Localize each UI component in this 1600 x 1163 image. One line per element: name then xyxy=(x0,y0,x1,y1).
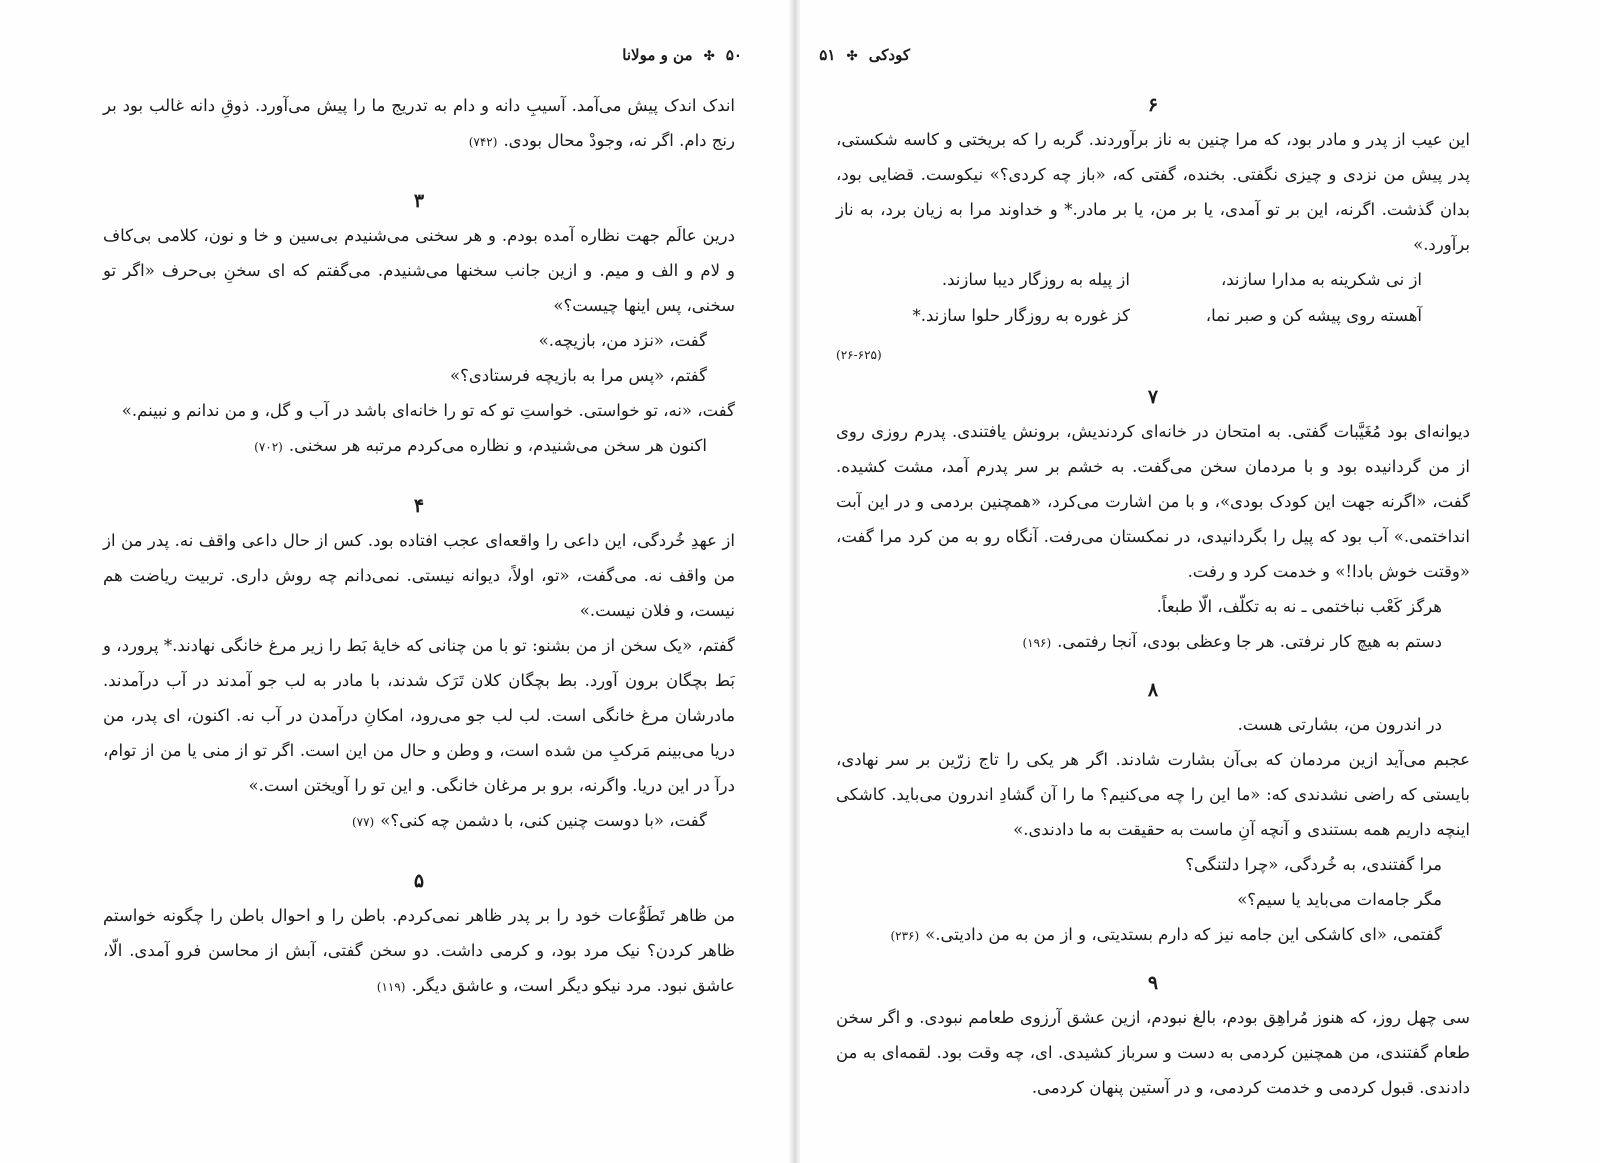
citation-ref: (۱۹۶) xyxy=(1022,636,1052,650)
right-page xyxy=(800,0,1600,1163)
paragraph: گفت، «نزد من، بازیچه.» xyxy=(538,331,707,350)
poem-line xyxy=(836,298,1470,334)
paragraph: مرا گفتندی، به خُردگی، «چرا دلتنگی؟ xyxy=(1185,855,1442,874)
citation-ref: (۷۰۲) xyxy=(254,440,283,454)
paragraph: سی چهل روز، که هنوز مُراهِق بودم، بالغ نبودم، ازین عشق آرزوی طعامم نبودی. و اگر سخن طعام گفتندی، من همچنین کردمی به دست و سرباز کشیدی. ای، چه وقت بود. لقمه‌ای به من دادندی. قبول کردمی و خدمت کردمی، و در آستین پنهان کردمی. xyxy=(836,1008,1470,1097)
citation-ref: (۲۳۶) xyxy=(890,929,920,943)
paragraph: مگر جامه‌ات می‌باید یا سیم؟» xyxy=(1237,890,1442,909)
paragraph: در اندرون من، بشارتی هست. xyxy=(1237,715,1442,734)
paragraph: درین عالَم جهت نظاره آمده بودم. و هر سخنی می‌شنیدم بی‌سین و خا و نون، کلامی بی‌کاف و لام و الف و میم. و ازین جانب سخنها می‌شنیدم. می‌گفتم که ای سخنِ بی‌حرف «اگر تو سخنی، پس اینها چیست؟» xyxy=(103,226,735,315)
paragraph: گفتمی، «ای کاشکی این جامه نیز که دارم بستدیتی، و از من به من دادیتی.»(۲۳۶) xyxy=(890,925,1442,944)
paragraph: دیوانه‌ای بود مُغَیَّبات گفتی. به امتحان در خانه‌ای کردندیش، برونش یافتندی. پدرم روزی روی از من گردانیده بود و با مردمان سخن می‌گفت. به خشم بر سر پدرم آمد، مشت کشیده. گفت، «اگرنه جهت این کودک بودی»، و با من اشارت می‌کرد، «همچنین بردمی و در این آبت انداختمی.» آب بود که پیل را بگردانیدی، در نمکستان می‌رفت. آنگاه رو به من کرد مرا گفت، «وقتت خوش بادا!» و خدمت کرد و رفت. xyxy=(836,422,1470,581)
section-number: ۷ xyxy=(1147,386,1159,408)
section-number: ۴ xyxy=(413,495,425,517)
left-page xyxy=(0,0,790,1163)
poem-line xyxy=(836,262,1470,298)
citation-ref: (۷۴۲) xyxy=(468,135,498,149)
right-page-body xyxy=(836,88,1470,1105)
left-page-body xyxy=(103,88,735,1005)
left-page-header xyxy=(622,46,742,64)
ornament-icon: ✣ xyxy=(703,49,715,64)
section-number: ۹ xyxy=(1147,972,1159,994)
paragraph: از عهدِ خُردگی، این داعی را واقعه‌ای عجب افتاده بود. کس از حال داعی واقف نه. پدر من از من واقف نه. می‌گفت، «تو، اولاً، دیوانه نیستی. نمی‌دانم چه روش داری. تربیت ریاضت هم نیست، و فلان نیست.» xyxy=(103,531,735,620)
paragraph: گفت، «نه، تو خواستی. خواستِ تو که تو را خانه‌ای باشد در آب و گل، و من ندانم و نبینم.» xyxy=(121,401,735,420)
paragraph: من ظاهر تَطَوُّعات خود را بر پدر ظاهر نمی‌کردم. باطن را و احوال باطن را چگونه خواستم ظاهر کردن؟ نیک مرد بود، و کرمی داشت. دو سخن گفتی، آبش از محاسن فرو آمدی. الّا، عاشق نبود. مرد نیکو دیگر است، و عاشق دیگر.(۱۱۹) xyxy=(103,906,735,995)
paragraph: این عیب از پدر و مادر بود، که مرا چنین به ناز برآوردند. گربه را که بریختی و کاسه شکستی، پدر پیش من نزدی و چیزی نگفتی. بخنده، گفتی که، «باز چه کردی؟» نیکوست. قضایی بود، بدان گذشت. اگرنه، این بر تو آمدی، یا بر من، یا بر مادر.* و خداوند مرا به زیان برد، به ناز برآورد.» xyxy=(836,130,1470,254)
paragraph: دستم به هیچ کار نرفتی. هر جا وعظی بودی، آنجا رفتمی.(۱۹۶) xyxy=(1022,632,1442,651)
hemistich: آهسته روی پیشه کن و صبر نما، xyxy=(1205,306,1422,325)
paragraph: هرگز کَعْب نباختمی ـ نه به تکلّف، الّا طبعاً. xyxy=(1156,597,1442,616)
paragraph: گفت، «با دوست چنین کنی، با دشمن چه کنی؟»(۷۷) xyxy=(351,811,707,830)
poem xyxy=(836,262,1470,342)
page-number: ۵۰ xyxy=(725,46,742,64)
page-number: ۵۱ xyxy=(819,46,836,64)
section-number: ۸ xyxy=(1147,679,1159,701)
hemistich: کز غوره به روزگار حلوا سازند.* xyxy=(912,306,1130,325)
paragraph: عجبم می‌آید ازین مردمان که بی‌آن بشارت شادند. اگر هر یکی را تاج زرّین بر سر نهادی، بایستی که راضی نشدندی که: «ما این را چه می‌کنیم؟ ما را آن گشادِ اندرون می‌باید. کاشکی اینچه داریم همه بستندی و آنچه آنِ ماست به حقیقت به ما دادندی.» xyxy=(836,750,1470,839)
running-title: کودکی xyxy=(868,46,910,64)
citation-ref: (۷۷) xyxy=(351,815,375,829)
citation-ref: (۱۱۹) xyxy=(376,980,406,994)
ornament-icon: ✣ xyxy=(846,49,858,64)
section-number: ۵ xyxy=(413,870,425,892)
paragraph: گفتم، «یک سخن از من بشنو: تو با من چنانی که خایهٔ بَط را زیر مرغ خانگی نهادند.* پرورد، و بَط بچگان برون آورد. بط بچگان کلان تَرَک شدند، با مادر به لب جو آمدند در آب درآمدند. مادرشان مرغ خانگی است. لب لب جو می‌رود، امکانِ درآمدن در آب نه. اکنون، ای پدر، من دریا می‌بینم مَرکبِ من شده است، و وطن و حال من این است. اگر تو از منی یا من از توام، درآ در این دریا. واگرنه، برو بر مرغان خانگی. و این تو را آویختن است.» xyxy=(103,636,735,795)
right-page-header xyxy=(819,46,910,64)
paragraph: اندک اندک پیش می‌آمد. آسیبِ دانه و دام به تدریج ما را پیش می‌آورد. ذوقِ دانه غالب بود بر رنج دام. اگر نه، وجودْ محال بودی.(۷۴۲) xyxy=(103,96,735,150)
hemistich: از نی شکرینه به مدارا سازند، xyxy=(1220,270,1422,289)
running-title: من و مولانا xyxy=(622,46,693,64)
paragraph: گفتم، «پس مرا به بازیچه فرستادی؟» xyxy=(449,366,707,385)
section-number: ۶ xyxy=(1147,94,1159,116)
paragraph: اکنون هر سخن می‌شنیدم، و نظاره می‌کردم مرتبه هر سخنی.(۷۰۲) xyxy=(254,436,707,455)
section-number: ۳ xyxy=(413,190,425,212)
citation-ref: (۲۶-۶۲۵) xyxy=(836,348,882,362)
hemistich: از پیله به روزگار دیبا سازند. xyxy=(941,270,1130,289)
